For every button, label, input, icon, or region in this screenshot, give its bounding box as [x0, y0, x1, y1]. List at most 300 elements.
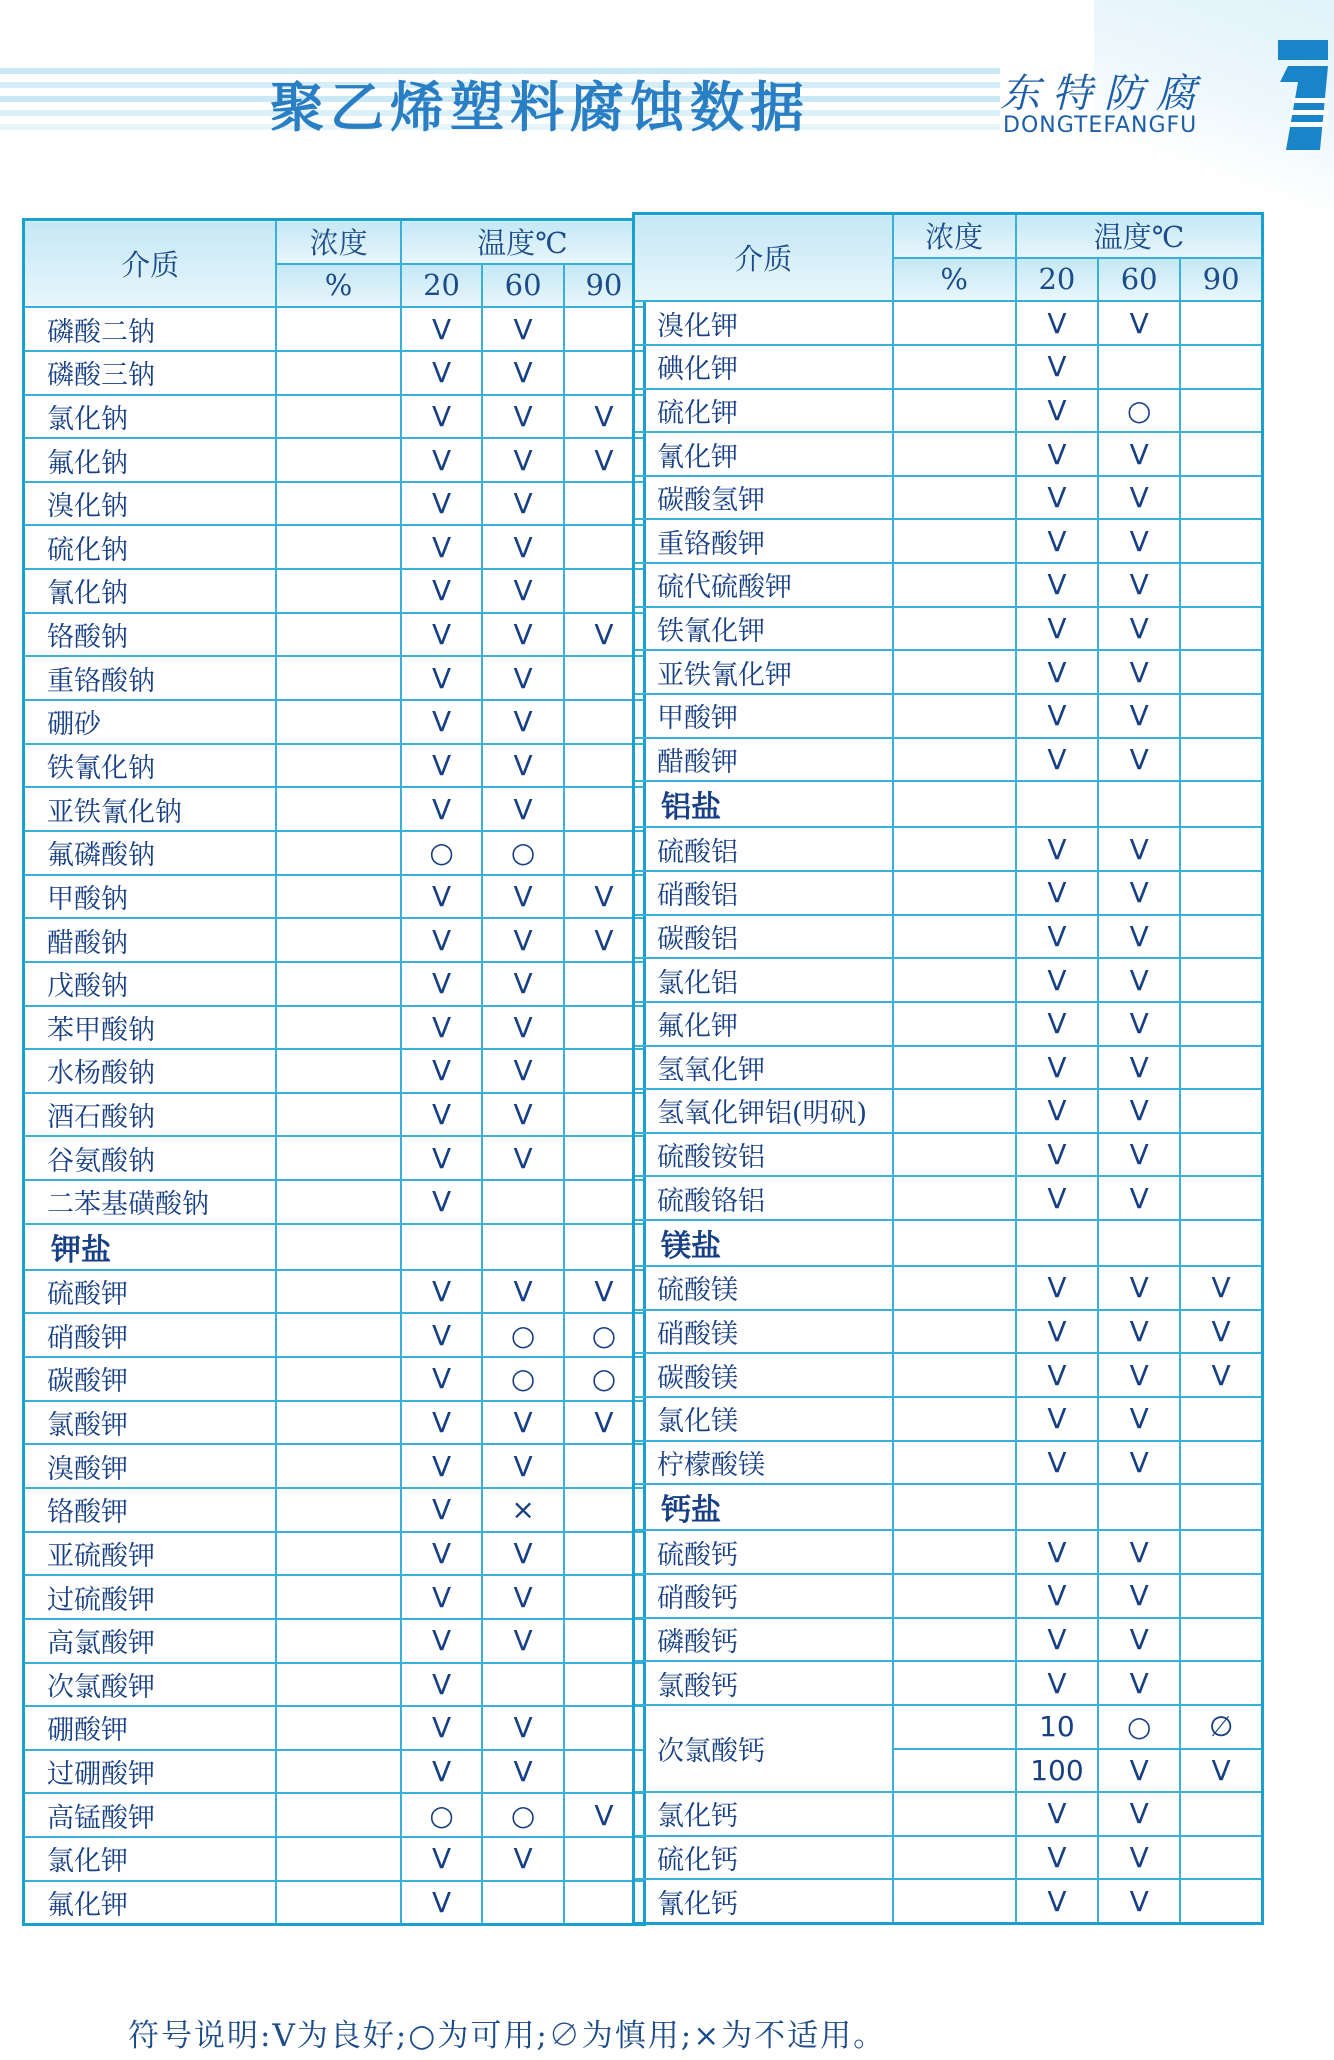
table-row — [24, 307, 645, 351]
rating-60: ○ — [1098, 389, 1180, 433]
rating-60: V — [1098, 650, 1180, 694]
rating-90: V — [1180, 1266, 1262, 1310]
table-row — [24, 1793, 645, 1837]
header-medium: 介质 — [634, 214, 893, 302]
medium-name: 高氯酸钾 — [24, 1619, 277, 1663]
medium-name: 铬酸钾 — [24, 1488, 277, 1532]
rating-20: V — [401, 962, 483, 1006]
table-row — [634, 1046, 1263, 1090]
table-row — [24, 1663, 645, 1707]
rating-60: ○ — [482, 1793, 564, 1837]
table-row — [24, 700, 645, 744]
rating-90 — [1180, 915, 1262, 959]
rating-60: V — [482, 1049, 564, 1093]
table-row — [24, 525, 645, 569]
rating-90 — [1180, 389, 1262, 433]
medium-name: 氢氧化钾 — [634, 1046, 893, 1090]
concentration-cell — [893, 1133, 1016, 1177]
right-table-body — [634, 301, 1263, 1923]
medium-name: 铁氰化钾 — [634, 607, 893, 651]
medium-name: 硼酸钾 — [24, 1706, 277, 1750]
rating-90 — [1180, 432, 1262, 476]
table-row — [24, 613, 645, 657]
rating-60: V — [1098, 1089, 1180, 1133]
rating-20: V — [401, 1006, 483, 1050]
rating-60: V — [482, 918, 564, 962]
medium-name: 磷酸二钠 — [24, 307, 277, 351]
medium-name: 氟化钾 — [24, 1881, 277, 1925]
rating-20: V — [1016, 738, 1098, 782]
table-row — [24, 1444, 645, 1488]
rating-60: V — [1098, 432, 1180, 476]
medium-name: 磷酸三钠 — [24, 351, 277, 395]
medium-name: 氯化镁 — [634, 1397, 893, 1441]
rating-20: V — [401, 1488, 483, 1532]
rating-90 — [1180, 958, 1262, 1002]
rating-20: V — [401, 1663, 483, 1707]
table-row — [24, 787, 645, 831]
rating-60 — [482, 1224, 564, 1270]
medium-name: 硝酸镁 — [634, 1310, 893, 1354]
rating-90: V — [1180, 1353, 1262, 1397]
rating-90 — [1180, 1530, 1262, 1574]
rating-60: V — [482, 1270, 564, 1314]
table-row — [634, 694, 1263, 738]
rating-20: V — [1016, 1836, 1098, 1880]
table-row — [634, 1133, 1263, 1177]
rating-60: V — [482, 656, 564, 700]
rating-60: ○ — [1098, 1705, 1180, 1749]
rating-20: V — [1016, 1879, 1098, 1923]
table-row — [634, 1705, 1263, 1749]
rating-20: V — [1016, 563, 1098, 607]
rating-90 — [1180, 1879, 1262, 1923]
concentration-cell — [893, 607, 1016, 651]
medium-name: 硝酸钙 — [634, 1574, 893, 1618]
medium-name: 酒石酸钠 — [24, 1093, 277, 1137]
rating-20: V — [1016, 301, 1098, 345]
rating-20: V — [401, 787, 483, 831]
header-concentration: 浓度 — [893, 214, 1016, 258]
concentration-cell — [276, 525, 400, 569]
rating-60: V — [482, 1837, 564, 1881]
header-concentration-unit: % — [276, 264, 400, 308]
table-row — [634, 1089, 1263, 1133]
table-row — [24, 875, 645, 919]
medium-name: 亚硫酸钾 — [24, 1532, 277, 1576]
rating-20: V — [1016, 1133, 1098, 1177]
table-row — [634, 650, 1263, 694]
table-row — [24, 395, 645, 439]
concentration-cell — [893, 1836, 1016, 1880]
rating-60: V — [1098, 563, 1180, 607]
rating-20: V — [1016, 607, 1098, 651]
rating-20: V — [1016, 827, 1098, 871]
rating-20: V — [401, 700, 483, 744]
rating-20: V — [1016, 1046, 1098, 1090]
rating-60: V — [1098, 1310, 1180, 1354]
rating-60: V — [482, 1444, 564, 1488]
rating-60: V — [1098, 1879, 1180, 1923]
table-row — [634, 1176, 1263, 1220]
rating-60: V — [1098, 1661, 1180, 1705]
rating-20: V — [401, 1049, 483, 1093]
rating-60: V — [1098, 1441, 1180, 1485]
section-heading: 钾盐 — [24, 1224, 277, 1270]
rating-60: V — [1098, 1530, 1180, 1574]
table-row — [634, 1879, 1263, 1923]
rating-90: V — [1180, 1310, 1262, 1354]
section-heading: 镁盐 — [634, 1220, 893, 1266]
medium-name: 碳酸钾 — [24, 1357, 277, 1401]
medium-name: 硫酸钙 — [634, 1530, 893, 1574]
medium-name: 硫酸钾 — [24, 1270, 277, 1314]
table-row — [24, 1575, 645, 1619]
rating-20: ○ — [401, 831, 483, 875]
rating-60: V — [482, 438, 564, 482]
rating-60: V — [1098, 1046, 1180, 1090]
medium-name: 水杨酸钠 — [24, 1049, 277, 1093]
medium-name: 重铬酸钾 — [634, 519, 893, 563]
table-row — [634, 519, 1263, 563]
medium-name: 亚铁氰化钾 — [634, 650, 893, 694]
rating-90 — [1180, 1133, 1262, 1177]
rating-20: V — [1016, 1574, 1098, 1618]
rating-20: V — [401, 1401, 483, 1445]
concentration-cell — [276, 307, 400, 351]
concentration-cell — [276, 1136, 400, 1180]
medium-name: 溴化钠 — [24, 482, 277, 526]
rating-20: V — [401, 1575, 483, 1619]
medium-name: 氟化钾 — [634, 1002, 893, 1046]
concentration-cell — [276, 831, 400, 875]
brand-name-en: DONGTEFANGFU — [1003, 113, 1198, 138]
table-row — [634, 1002, 1263, 1046]
rating-90 — [1180, 1220, 1262, 1266]
rating-90 — [1180, 738, 1262, 782]
medium-name: 硝酸铝 — [634, 871, 893, 915]
header-temp-60: 60 — [1098, 258, 1180, 302]
rating-60: ○ — [482, 1357, 564, 1401]
rating-60: V — [1098, 476, 1180, 520]
rating-60: V — [1098, 915, 1180, 959]
rating-60: V — [1098, 694, 1180, 738]
section-heading: 铝盐 — [634, 781, 893, 827]
page-title: 聚乙烯塑料腐蚀数据 — [270, 76, 810, 139]
rating-60: V — [482, 875, 564, 919]
medium-name: 硫酸铵铝 — [634, 1133, 893, 1177]
rating-60: V — [1098, 1266, 1180, 1310]
rating-90: V — [564, 918, 645, 962]
rating-90 — [1180, 1792, 1262, 1836]
rating-20: V — [401, 525, 483, 569]
rating-90 — [1180, 1441, 1262, 1485]
rating-90 — [1180, 650, 1262, 694]
symbol-legend: 符号说明:V为良好;○为可用;∅为慎用;×为不适用。 — [128, 2018, 887, 2054]
rating-60: V — [482, 569, 564, 613]
medium-name: 苯甲酸钠 — [24, 1006, 277, 1050]
table-row — [24, 744, 645, 788]
concentration-cell — [893, 1792, 1016, 1836]
table-row — [24, 918, 645, 962]
header-medium: 介质 — [24, 220, 277, 308]
medium-name: 醋酸钠 — [24, 918, 277, 962]
rating-60: V — [482, 1706, 564, 1750]
table-row — [634, 1792, 1263, 1836]
rating-90 — [1180, 301, 1262, 345]
medium-name: 硝酸钾 — [24, 1313, 277, 1357]
rating-20: V — [401, 1270, 483, 1314]
table-row — [24, 1270, 645, 1314]
rating-60: V — [482, 1093, 564, 1137]
rating-60: V — [482, 613, 564, 657]
rating-20: V — [401, 656, 483, 700]
concentration-cell — [893, 1353, 1016, 1397]
concentration-cell — [276, 962, 400, 1006]
medium-name: 甲酸钾 — [634, 694, 893, 738]
medium-name: 碳酸铝 — [634, 915, 893, 959]
concentration-cell — [893, 1705, 1016, 1749]
header-concentration-unit: % — [893, 258, 1016, 302]
rating-20: V — [401, 918, 483, 962]
table-row — [634, 563, 1263, 607]
concentration-cell — [276, 1401, 400, 1445]
concentration-cell — [893, 1749, 1016, 1793]
concentration-cell — [893, 1220, 1016, 1266]
header-temp-90: 90 — [564, 264, 645, 308]
medium-name: 氯酸钾 — [24, 1401, 277, 1445]
concentration-cell — [893, 1397, 1016, 1441]
concentration-cell — [893, 1879, 1016, 1923]
rating-20: V — [1016, 871, 1098, 915]
concentration-cell — [276, 1706, 400, 1750]
rating-60: V — [482, 700, 564, 744]
rating-20: V — [401, 1837, 483, 1881]
rating-60: V — [1098, 1002, 1180, 1046]
table-row — [634, 1441, 1263, 1485]
concentration-cell — [276, 700, 400, 744]
table-row — [634, 871, 1263, 915]
medium-name: 铁氰化钠 — [24, 744, 277, 788]
rating-60: V — [1098, 1749, 1180, 1793]
rating-20: V — [1016, 1176, 1098, 1220]
rating-60: V — [482, 1136, 564, 1180]
table-row — [634, 301, 1263, 345]
concentration-cell — [276, 438, 400, 482]
rating-20: V — [1016, 1397, 1098, 1441]
concentration-cell — [276, 1049, 400, 1093]
rating-20: V — [1016, 1618, 1098, 1662]
medium-name: 氯酸钙 — [634, 1661, 893, 1705]
concentration-cell — [276, 1837, 400, 1881]
table-row — [634, 389, 1263, 433]
rating-90: V — [564, 613, 645, 657]
table-row — [634, 345, 1263, 389]
rating-20: V — [1016, 345, 1098, 389]
concentration-cell — [893, 1574, 1016, 1618]
medium-name: 磷酸钙 — [634, 1618, 893, 1662]
medium-name: 硫化钠 — [24, 525, 277, 569]
concentration-cell — [893, 1661, 1016, 1705]
rating-60: V — [482, 351, 564, 395]
medium-name: 谷氨酸钠 — [24, 1136, 277, 1180]
rating-20: V — [1016, 1089, 1098, 1133]
rating-90 — [1180, 1089, 1262, 1133]
rating-90: V — [1180, 1749, 1262, 1793]
concentration-cell — [893, 1530, 1016, 1574]
medium-name: 重铬酸钠 — [24, 656, 277, 700]
concentration-cell — [276, 1793, 400, 1837]
rating-60: V — [482, 744, 564, 788]
medium-name: 戊酸钠 — [24, 962, 277, 1006]
concentration-cell — [276, 1619, 400, 1663]
rating-90: V — [564, 1401, 645, 1445]
concentration-cell — [893, 1266, 1016, 1310]
concentration-cell — [276, 1093, 400, 1137]
section-row — [24, 1224, 645, 1270]
rating-20: V — [1016, 519, 1098, 563]
concentration-cell — [893, 1484, 1016, 1530]
rating-60 — [1098, 781, 1180, 827]
medium-name: 氰化钠 — [24, 569, 277, 613]
rating-60: V — [1098, 301, 1180, 345]
header-temp-60: 60 — [482, 264, 564, 308]
concentration-cell — [893, 871, 1016, 915]
rating-90 — [1180, 694, 1262, 738]
rating-60: V — [1098, 1574, 1180, 1618]
section-row — [634, 1484, 1263, 1530]
medium-name: 次氯酸钾 — [24, 1663, 277, 1707]
rating-20: V — [1016, 1530, 1098, 1574]
concentration-cell — [893, 301, 1016, 345]
rating-20: V — [1016, 958, 1098, 1002]
table-row — [24, 962, 645, 1006]
concentration-cell — [276, 395, 400, 439]
rating-20 — [401, 1224, 483, 1270]
rating-60 — [1098, 1220, 1180, 1266]
concentration-cell — [893, 958, 1016, 1002]
medium-name: 次氯酸钙 — [634, 1705, 893, 1792]
rating-90: V — [564, 1793, 645, 1837]
rating-90 — [1180, 1484, 1262, 1530]
rating-90 — [1180, 1661, 1262, 1705]
rating-60: V — [1098, 607, 1180, 651]
concentration-cell — [276, 1575, 400, 1619]
rating-90: V — [564, 875, 645, 919]
concentration-cell — [276, 1444, 400, 1488]
concentration-cell — [893, 476, 1016, 520]
rating-60: V — [482, 1532, 564, 1576]
concentration-cell — [276, 1881, 400, 1925]
rating-60: V — [1098, 519, 1180, 563]
rating-60: × — [482, 1488, 564, 1532]
rating-90 — [1180, 1176, 1262, 1220]
rating-60: V — [482, 962, 564, 1006]
concentration-cell — [276, 1750, 400, 1794]
concentration-cell — [893, 345, 1016, 389]
rating-90: ○ — [564, 1357, 645, 1401]
table-row — [634, 432, 1263, 476]
rating-20: V — [1016, 1002, 1098, 1046]
rating-20: V — [401, 1313, 483, 1357]
table-row — [24, 831, 645, 875]
table-row — [24, 1093, 645, 1137]
header-temperature: 温度℃ — [1016, 214, 1263, 258]
medium-name: 亚铁氰化钠 — [24, 787, 277, 831]
concentration-cell — [276, 1488, 400, 1532]
table-row — [634, 958, 1263, 1002]
rating-20: V — [1016, 694, 1098, 738]
rating-60 — [482, 1663, 564, 1707]
table-row — [634, 1661, 1263, 1705]
header-concentration: 浓度 — [276, 220, 400, 264]
rating-60: V — [482, 1750, 564, 1794]
table-row — [24, 1313, 645, 1357]
rating-90 — [1180, 1046, 1262, 1090]
concentration-cell — [276, 1180, 400, 1224]
rating-20: V — [1016, 1266, 1098, 1310]
medium-name: 溴酸钾 — [24, 1444, 277, 1488]
rating-20: V — [1016, 432, 1098, 476]
medium-name: 氰化钙 — [634, 1879, 893, 1923]
concentration-cell — [276, 1663, 400, 1707]
rating-20: V — [401, 1750, 483, 1794]
medium-name: 硫酸铬铝 — [634, 1176, 893, 1220]
rating-90 — [1180, 519, 1262, 563]
concentration-cell — [893, 1310, 1016, 1354]
concentration-cell — [893, 1002, 1016, 1046]
rating-90 — [1180, 1002, 1262, 1046]
rating-20: V — [1016, 650, 1098, 694]
concentration-cell — [276, 918, 400, 962]
concentration-cell — [893, 915, 1016, 959]
rating-90: V — [564, 1270, 645, 1314]
table-row — [24, 1401, 645, 1445]
table-row — [634, 1530, 1263, 1574]
concentration-cell — [893, 1046, 1016, 1090]
rating-20: V — [401, 1136, 483, 1180]
rating-20: V — [401, 482, 483, 526]
rating-20: V — [401, 1532, 483, 1576]
table-row — [634, 607, 1263, 651]
table-row — [24, 1750, 645, 1794]
medium-name: 柠檬酸镁 — [634, 1441, 893, 1485]
medium-name: 甲酸钠 — [24, 875, 277, 919]
concentration-cell — [893, 650, 1016, 694]
rating-60: V — [1098, 1792, 1180, 1836]
rating-90 — [1180, 607, 1262, 651]
rating-60 — [482, 1180, 564, 1224]
rating-90: ○ — [564, 1313, 645, 1357]
rating-90: V — [564, 395, 645, 439]
medium-name: 硫酸铝 — [634, 827, 893, 871]
rating-20: 100 — [1016, 1749, 1098, 1793]
rating-20: V — [401, 1093, 483, 1137]
concentration-cell — [276, 744, 400, 788]
table-row — [634, 1574, 1263, 1618]
rating-60: V — [482, 482, 564, 526]
table-row — [634, 915, 1263, 959]
table-row — [634, 1353, 1263, 1397]
medium-name: 硫化钾 — [634, 389, 893, 433]
rating-20: V — [1016, 1441, 1098, 1485]
medium-name: 氯化钾 — [24, 1837, 277, 1881]
medium-name: 硼砂 — [24, 700, 277, 744]
concentration-cell — [893, 1618, 1016, 1662]
concentration-cell — [276, 1357, 400, 1401]
rating-60: V — [1098, 1133, 1180, 1177]
header-temperature: 温度℃ — [401, 220, 645, 264]
